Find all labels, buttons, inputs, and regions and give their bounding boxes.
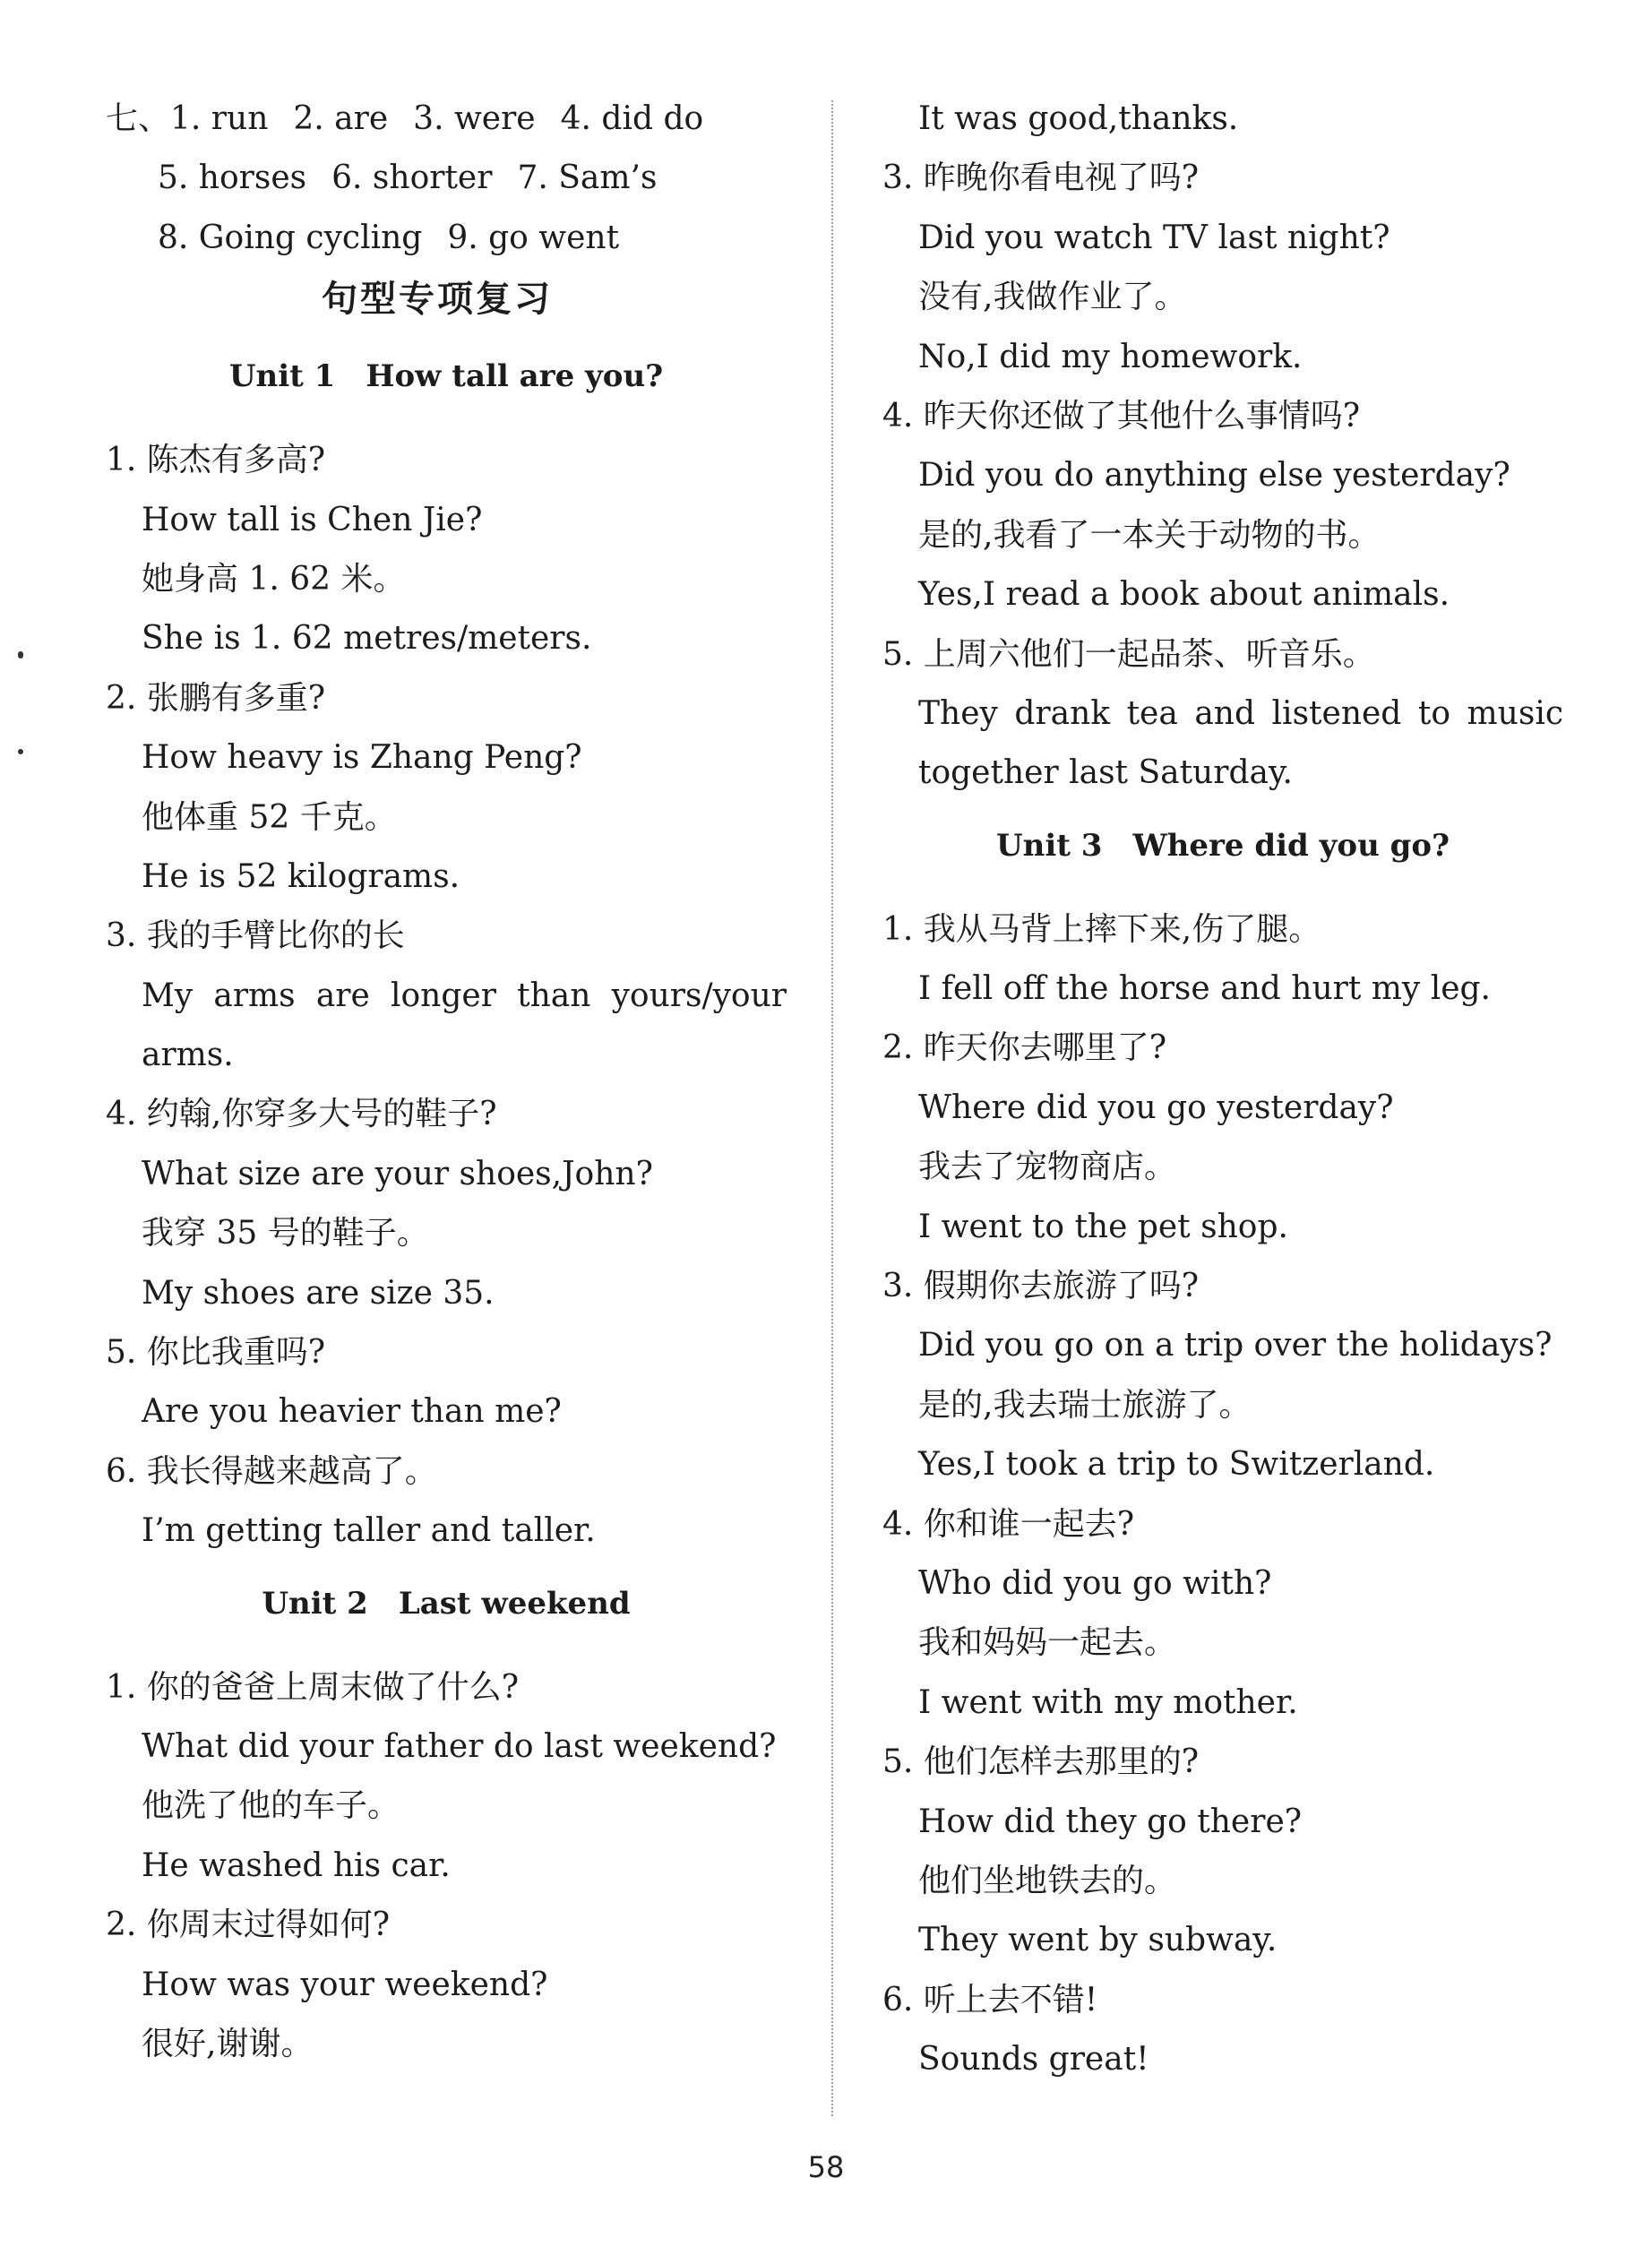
english-sentence: Did you watch TV last night? (918, 219, 1390, 256)
sentence-item (106, 669, 787, 908)
chinese-sentence: 5. 他们怎样去那里的? (882, 1743, 1200, 1781)
answer-item: 4. did do (560, 100, 704, 137)
exercise-7-row (106, 149, 787, 208)
sentence-item (106, 1085, 787, 1323)
sentence-item (882, 149, 1563, 387)
english-sentence: How heavy is Zhang Peng? (142, 739, 582, 777)
chinese-sentence: 4. 你和谁一起去? (882, 1505, 1135, 1543)
chinese-sentence: 他们坐地铁去的。 (918, 1862, 1177, 1899)
chinese-sentence: 3. 昨晚你看电视了吗? (882, 159, 1200, 197)
english-sentence: Yes,I read a book about animals. (918, 576, 1450, 614)
sentence-item (882, 900, 1563, 1020)
right-column (882, 90, 1563, 2090)
answer-item: 9. go went (447, 219, 620, 256)
column-divider (831, 100, 833, 2116)
sentence-item (106, 1896, 787, 2074)
english-sentence: How tall is Chen Jie? (142, 501, 483, 538)
english-sentence: She is 1. 62 metres/meters. (142, 620, 592, 658)
english-sentence: I went to the pet shop. (918, 1208, 1288, 1245)
english-sentence: Where did you go yesterday? (918, 1089, 1394, 1126)
section-title: 句型专项复习 (322, 279, 553, 321)
exercise-7-answers (106, 90, 787, 268)
english-sentence: arms. (142, 1037, 234, 1074)
chinese-sentence: 1. 我从马背上摔下来,伤了腿。 (882, 910, 1321, 948)
sentence-item (106, 1323, 787, 1442)
answer-item: 8. Going cycling (158, 219, 423, 256)
chinese-sentence: 她身高 1. 62 米。 (142, 560, 406, 598)
english-sentence: Are you heavier than me? (142, 1393, 562, 1431)
chinese-sentence: 4. 约翰,你穿多大号的鞋子? (106, 1096, 497, 1133)
unit-1-title: Unit 1 How tall are you? (228, 358, 664, 395)
english-sentence: Did you go on a trip over the holidays? (918, 1327, 1553, 1364)
chinese-sentence: 5. 你比我重吗? (106, 1334, 326, 1372)
chinese-sentence: 我穿 35 号的鞋子。 (142, 1215, 429, 1252)
english-sentence: They drank tea and listened to music (918, 694, 1563, 732)
chinese-sentence: 3. 假期你去旅游了吗? (882, 1268, 1200, 1305)
exercise-7-label: 七、 (106, 100, 171, 137)
english-sentence: My arms are longer than yours/your (142, 977, 787, 1014)
chinese-sentence: 是的,我看了一本关于动物的书。 (918, 516, 1381, 554)
english-sentence: They went by subway. (918, 1922, 1278, 1959)
english-sentence: It was good,thanks. (918, 100, 1239, 137)
chinese-sentence: 4. 昨天你还做了其他什么事情吗? (882, 397, 1361, 435)
exercise-7-row (106, 209, 787, 268)
left-column (106, 90, 787, 2074)
chinese-sentence: 他洗了他的车子。 (142, 1787, 400, 1825)
chinese-sentence: 很好,谢谢。 (142, 2025, 314, 2062)
answer-item: 5. horses (158, 159, 307, 197)
sentence-item (882, 1257, 1563, 1495)
page-number: 58 (807, 2150, 845, 2184)
chinese-sentence: 6. 我长得越来越高了。 (106, 1452, 437, 1490)
exercise-7-row (106, 90, 787, 149)
english-sentence: I fell off the horse and hurt my leg. (918, 970, 1491, 1008)
unit-1-items (106, 431, 787, 1561)
sentence-item (882, 625, 1563, 804)
english-sentence: No,I did my homework. (918, 338, 1303, 375)
answer-item: 6. shorter (331, 159, 493, 197)
english-sentence: Did you do anything else yesterday? (918, 457, 1510, 495)
unit-2-title: Unit 2 Last weekend (262, 1585, 631, 1622)
sentence-item (882, 1971, 1563, 2090)
chinese-sentence: 2. 你周末过得如何? (106, 1906, 391, 1944)
chinese-sentence: 我去了宠物商店。 (918, 1149, 1177, 1186)
sentence-item (106, 1442, 787, 1562)
english-sentence: I went with my mother. (918, 1683, 1298, 1721)
answer-item: 1. run (170, 100, 269, 137)
chinese-sentence: 6. 听上去不错! (882, 1981, 1098, 2018)
english-sentence: together last Saturday. (918, 754, 1293, 792)
chinese-sentence: 2. 昨天你去哪里了? (882, 1029, 1167, 1067)
chinese-sentence: 1. 陈杰有多高? (106, 442, 326, 479)
answer-item: 2. are (293, 100, 389, 137)
chinese-sentence: 2. 张鹏有多重? (106, 679, 326, 717)
english-sentence: How was your weekend? (142, 1966, 548, 2003)
unit-2-items-right (882, 90, 1563, 804)
sentence-item (882, 387, 1563, 625)
sentence-item (882, 1495, 1563, 1734)
english-sentence: I’m getting taller and taller. (142, 1512, 596, 1550)
sentence-item (106, 1658, 787, 1897)
chinese-sentence: 他体重 52 千克。 (142, 798, 397, 836)
english-sentence: He is 52 kilograms. (142, 857, 460, 895)
english-sentence: He washed his car. (142, 1846, 451, 1884)
unit-2-items-left (106, 1658, 787, 2075)
chinese-sentence: 是的,我去瑞士旅游了。 (918, 1386, 1252, 1424)
sentence-item (106, 431, 787, 669)
english-sentence: What did your father do last weekend? (142, 1727, 777, 1765)
chinese-sentence: 3. 我的手臂比你的长 (106, 917, 405, 955)
english-sentence: Sounds great! (918, 2041, 1149, 2079)
unit-3-title: Unit 3 Where did you go? (995, 827, 1450, 864)
scan-speck (18, 651, 23, 658)
sentence-item (882, 1019, 1563, 1257)
scan-speck (18, 749, 23, 754)
unit-3-items (882, 900, 1563, 2090)
chinese-sentence: 我和妈妈一起去。 (918, 1624, 1177, 1662)
english-sentence: What size are your shoes,John? (142, 1155, 653, 1192)
answer-item: 3. were (413, 100, 536, 137)
chinese-sentence: 1. 你的爸爸上周末做了什么? (106, 1668, 520, 1706)
answer-item: 7. Sam’s (517, 159, 658, 197)
chinese-sentence: 没有,我做作业了。 (918, 279, 1187, 316)
sentence-item (882, 1733, 1563, 1971)
sentence-item (106, 907, 787, 1085)
chinese-sentence: 5. 上周六他们一起品茶、听音乐。 (882, 635, 1375, 673)
english-sentence: Who did you go with? (918, 1564, 1272, 1602)
english-sentence: My shoes are size 35. (142, 1274, 495, 1312)
english-sentence: How did they go there? (918, 1803, 1303, 1840)
english-sentence: Yes,I took a trip to Switzerland. (918, 1446, 1435, 1484)
